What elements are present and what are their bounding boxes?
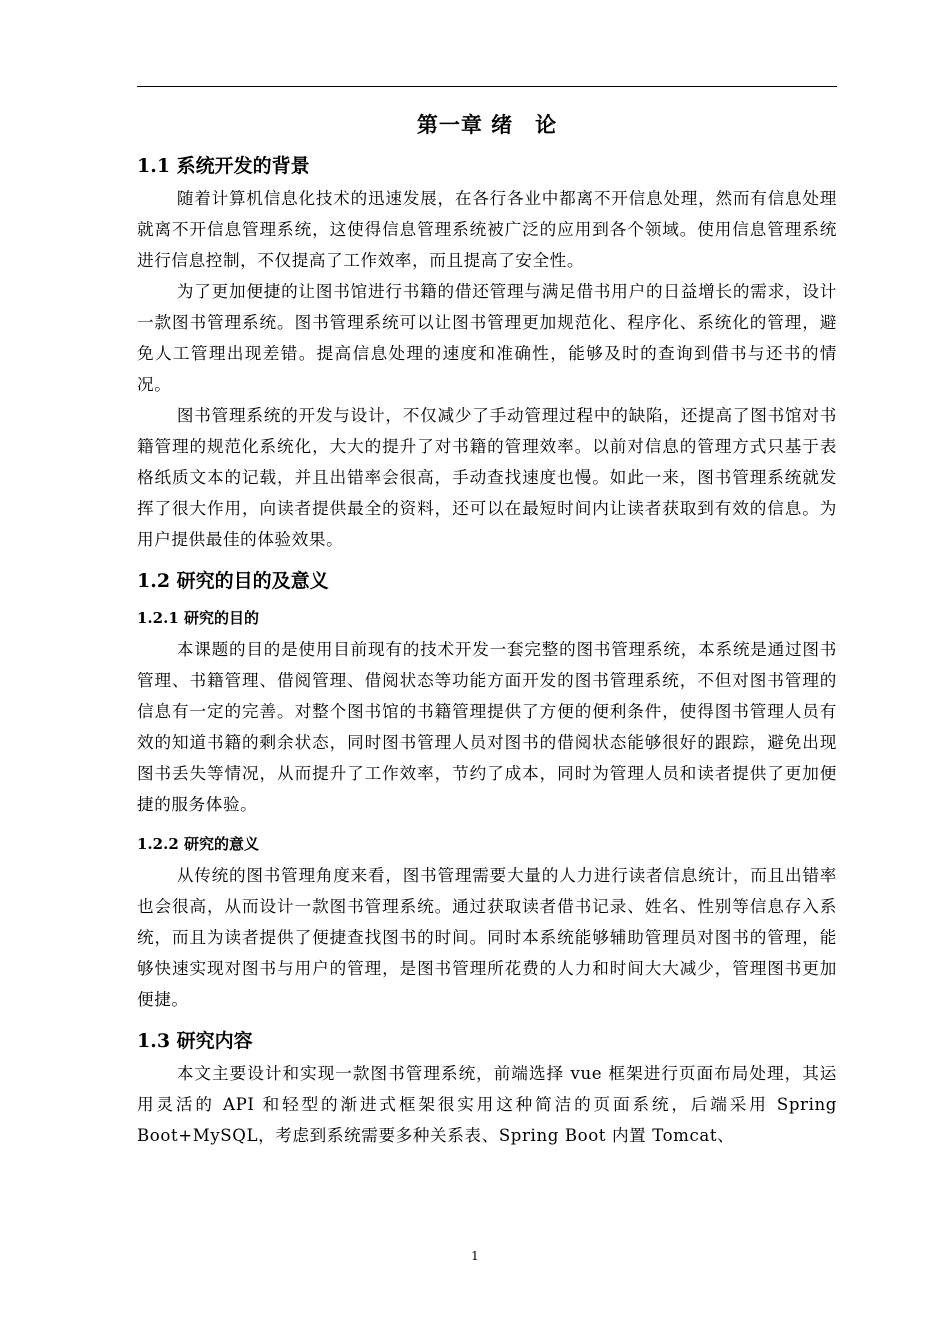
subsection-title-1-2-1: 1.2.1 研究的目的 (137, 609, 259, 627)
subsection-title-1-2-2: 1.2.2 研究的意义 (137, 835, 259, 853)
section-title-1-1: 1.1 系统开发的背景 (137, 155, 310, 177)
page-number: 1 (471, 1249, 479, 1263)
paragraph-1-2-2: 从传统的图书管理角度来看，图书管理需要大量的人力进行读者信息统计，而且出错率也会很高，从而设计一款图书管理系统。通过获取读者借书记录、姓名、性别等信息存入系统，而且为读者提供了便捷查找图书的时间。同时本系统能够辅助管理员对图书的管理，能够快速实现对图书与用户的管理，是图书管理所花费的人力和时间大大减少，管理图书更加便捷。 (137, 866, 837, 1009)
section-title-1-3: 1.3 研究内容 (137, 1030, 253, 1052)
section-title-1-2: 1.2 研究的目的及意义 (137, 570, 329, 592)
paragraph-1-2-1: 本课题的目的是使用目前现有的技术开发一套完整的图书管理系统，本系统是通过图书管理、书籍管理、借阅管理、借阅状态等功能方面开发的图书管理系统，不但对图书管理的信息有一定的完善。对整个图书馆的书籍管理提供了方便的便利条件，使得图书管理人员有效的知道书籍的剩余状态，同时图书管理人员对图书的借阅状态能够很好的跟踪，避免出现图书丢失等情况，从而提升了工作效率，节约了成本，同时为管理人员和读者提供了更加便捷的服务体验。 (137, 640, 837, 814)
paragraph-1-1-b: 为了更加便捷的让图书馆进行书籍的借还管理与满足借书用户的日益增长的需求，设计一款图书管理系统。图书管理系统可以让图书管理更加规范化、程序化、系统化的管理，避免人工管理出现差错。提高信息处理的速度和准确性，能够及时的查询到借书与还书的情况。 (137, 282, 837, 394)
paragraph-1-1-a: 随着计算机信息化技术的迅速发展，在各行各业中都离不开信息处理，然而有信息处理就离不开信息管理系统，这使得信息管理系统被广泛的应用到各个领域。使用信息管理系统进行信息控制，不仅提高了工作效率，而且提高了安全性。 (137, 189, 837, 270)
header-rule (137, 86, 837, 87)
page-body (137, 108, 837, 1151)
chapter-title: 第一章 绪 论 (416, 112, 558, 137)
paragraph-1-1-c: 图书管理系统的开发与设计，不仅减少了手动管理过程中的缺陷，还提高了图书馆对书籍管理的规范化系统化，大大的提升了对书籍的管理效率。以前对信息的管理方式只基于表格纸质文本的记载，并且出错率会很高，手动查找速度也慢。如此一来，图书管理系统就发挥了很大作用，向读者提供最全的资料，还可以在最短时间内让读者获取到有效的信息。为用户提供最佳的体验效果。 (137, 406, 837, 549)
paragraph-1-3: 本文主要设计和实现一款图书管理系统，前端选择 vue 框架进行页面布局处理，其运用灵活的 API 和轻型的渐进式框架很实用这种简洁的页面系统，后端采用 Spring Boot+MySQL，考虑到系统需要多种关系表、Spring Boot 内置 Tomcat、 (137, 1064, 837, 1145)
